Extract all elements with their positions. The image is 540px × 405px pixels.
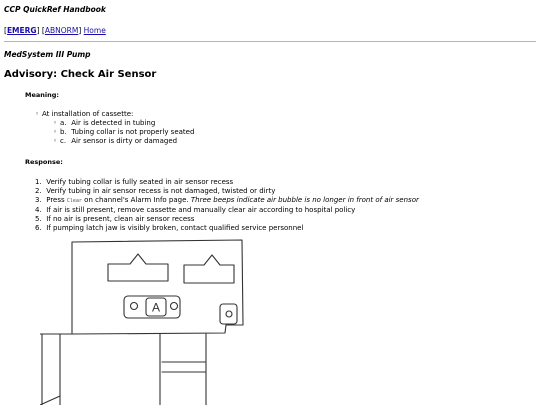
pump-lower-body	[40, 334, 72, 405]
list-item	[53, 128, 536, 137]
list-item-text: Press	[46, 196, 67, 204]
response-heading: Response:	[25, 158, 63, 166]
divider	[4, 41, 536, 42]
list-item	[35, 178, 536, 187]
list-marker: 2.	[35, 187, 42, 195]
list-item	[35, 206, 536, 215]
list-item-text: Air sensor is dirty or damaged	[71, 137, 178, 145]
meaning-section	[4, 91, 536, 146]
response-steps-list	[25, 178, 536, 233]
meaning-condition	[35, 110, 536, 146]
cassette-slot	[160, 334, 206, 405]
meaning-list	[25, 110, 536, 146]
list-marker: c.	[60, 137, 67, 145]
list-item-text: If no air is present, clean air sensor recess	[46, 215, 195, 223]
list-item	[35, 196, 536, 206]
bracket-close: ]	[78, 26, 82, 35]
meaning-causes-list	[42, 119, 536, 146]
list-marker: b.	[60, 128, 67, 136]
clear-key-label: Clear	[66, 198, 82, 204]
panel-screw-right-icon	[171, 303, 178, 310]
nav-link-home[interactable]: Home	[83, 26, 106, 35]
nav-link-emerg[interactable]: EMERG	[6, 26, 37, 35]
socket-indicator-icon	[226, 311, 232, 317]
list-item	[35, 224, 536, 233]
list-item-text: Verify tubing collar is fully seated in air sensor recess	[46, 178, 234, 186]
list-item-text: Tubing collar is not properly seated	[71, 128, 195, 136]
list-marker: a.	[60, 119, 67, 127]
list-item-text: If air is still present, remove cassette and manually clear air according to hospital policy	[46, 206, 356, 214]
list-item-text: Air is detected in tubing	[71, 119, 156, 127]
list-item-text: Verify tubing in air sensor recess is not damaged, twisted or dirty	[46, 187, 276, 195]
list-marker: 4.	[35, 206, 42, 214]
air-sensor-button-label: A	[151, 300, 161, 315]
list-item-text: on channel's Alarm Info page.	[81, 196, 191, 204]
nav-links	[4, 26, 536, 36]
pump-body-outline	[72, 240, 243, 334]
list-marker: 1.	[35, 178, 42, 186]
display-window-left	[108, 254, 168, 281]
list-item-text: If pumping latch jaw is visibly broken, contact qualified service personnel	[46, 224, 304, 232]
advisory-title: Advisory: Check Air Sensor	[4, 69, 157, 80]
meaning-condition-text: At installation of cassette:	[42, 110, 134, 118]
list-item-note: Three beeps indicate air bubble is no longer in front of air sensor	[190, 196, 419, 204]
side-socket	[220, 304, 237, 324]
nav-link-abnorm[interactable]: ABNORM	[44, 26, 79, 35]
panel-screw-left-icon	[131, 303, 138, 310]
response-section	[4, 158, 536, 233]
pump-illustration	[40, 236, 250, 405]
bracket-open: [	[41, 26, 45, 35]
list-marker: 5.	[35, 215, 42, 223]
system-title: MedSystem III Pump	[4, 50, 91, 59]
handbook-title: CCP QuickRef Handbook	[4, 5, 106, 14]
tubing-line	[40, 396, 60, 405]
list-item	[35, 187, 536, 196]
bracket-close: ]	[36, 26, 40, 35]
list-item	[35, 215, 536, 224]
list-marker: 6.	[35, 224, 42, 232]
list-item	[53, 119, 536, 128]
list-marker: 3.	[35, 196, 42, 204]
list-item	[53, 137, 536, 146]
meaning-heading: Meaning:	[25, 91, 59, 99]
display-window-right	[184, 255, 234, 283]
bracket-open: [	[4, 26, 7, 35]
